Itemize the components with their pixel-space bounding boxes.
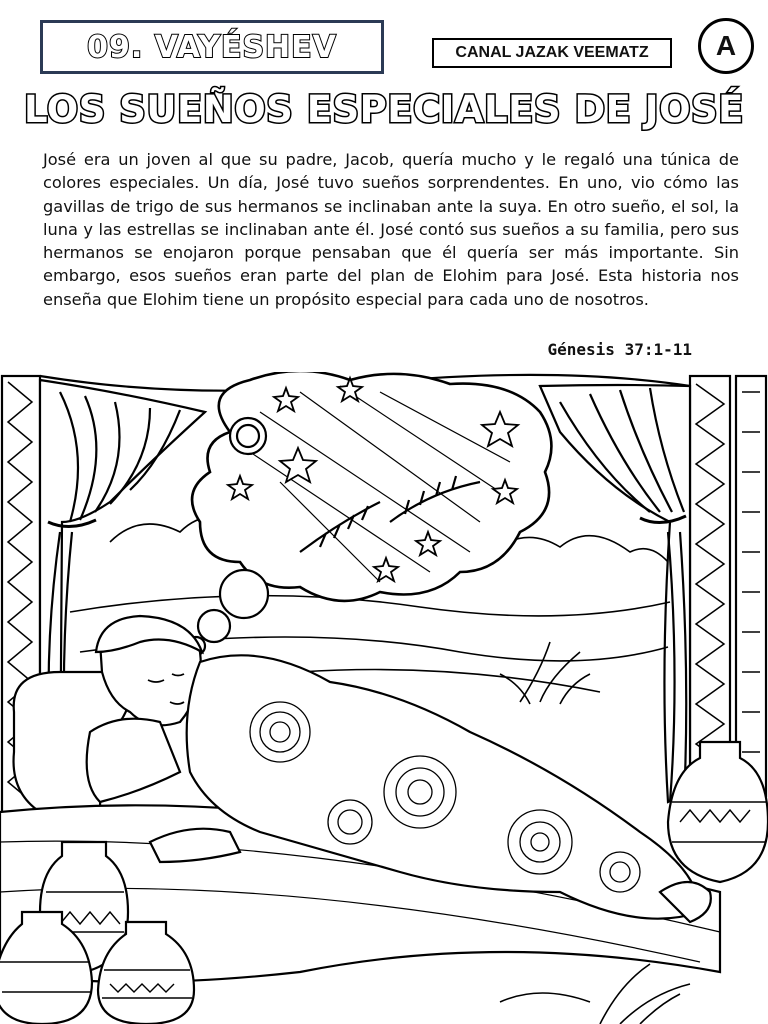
lesson-label-box	[40, 20, 384, 74]
story-text: José era un joven al que su padre, Jacob, quería mucho y le regaló una túnica de colores especiales. Un día, José tuvo sueños sorprendentes. En uno, vio cómo las gavillas de trigo de sus hermanos se inclinaban ante la suya. En otro sueño, el sol, la luna y las estrellas se inclinaban ante él. José contó sus sueños a su familia, pero sus hermanos se enojaron porque pensaban que él quería ser más importante. Sin embargo, esos sueños eran parte del plan de Elohim para José. Esta historia nos enseña que Elohim tiene un propósito especial para cada uno de nosotros.	[43, 150, 739, 309]
page-title: LOS SUEÑOS ESPECIALES DE JOSÉ	[24, 88, 744, 131]
channel-label: CANAL JAZAK VEEMATZ	[432, 38, 672, 68]
level-badge: A	[698, 18, 754, 74]
sun-icon	[230, 418, 266, 454]
coloring-illustration	[0, 372, 768, 1024]
bible-reference: Génesis 37:1-11	[547, 340, 692, 359]
lesson-label: 09. VAYÉSHEV	[87, 29, 337, 65]
dream-bubble	[187, 372, 551, 655]
right-curtain	[540, 385, 690, 802]
right-pillar	[690, 376, 766, 796]
